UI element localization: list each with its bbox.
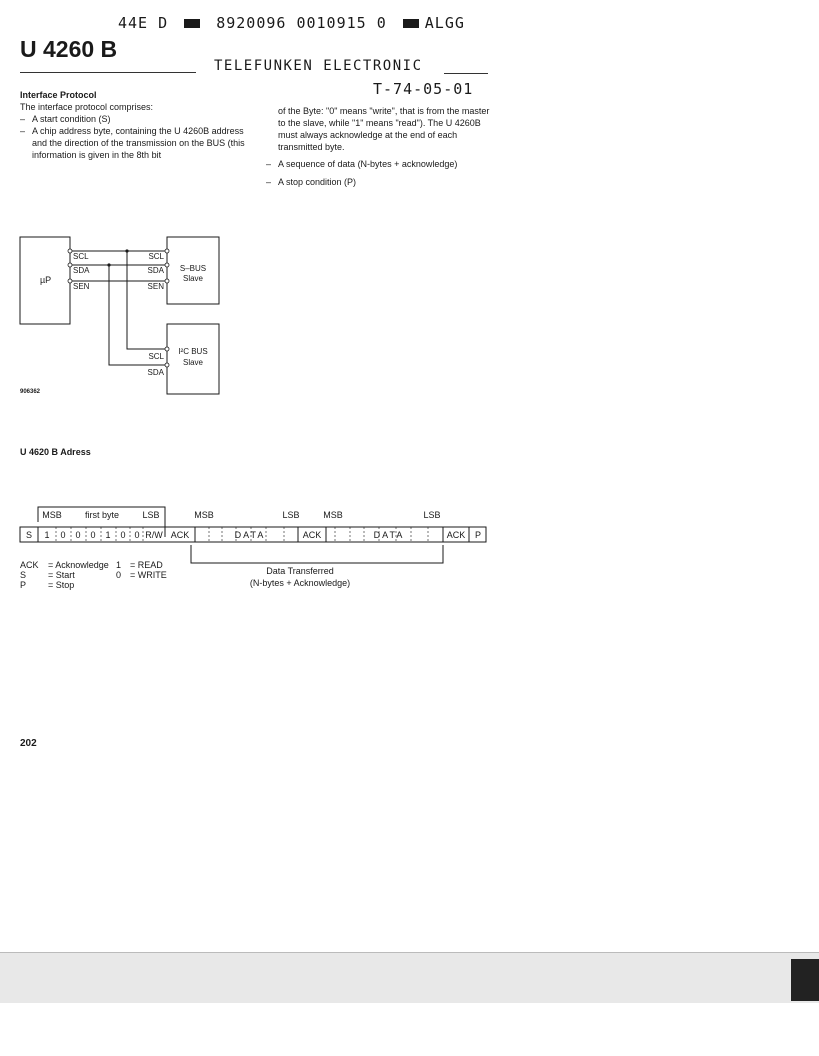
- legend-value: = Stop: [48, 580, 75, 590]
- sbus-slave-label: S–BUS: [179, 264, 207, 273]
- junction-dot: [107, 263, 110, 266]
- legend-row: [20, 580, 167, 590]
- legend-value: = Start: [48, 570, 75, 580]
- text-column-left: [20, 101, 260, 161]
- legend-key: ACK: [20, 560, 39, 570]
- bit-cell: 1: [105, 530, 111, 540]
- page-number: 202: [20, 738, 37, 749]
- legend-key: 1: [116, 560, 122, 570]
- bus-diagram: [0, 225, 250, 400]
- msb-label: MSB: [42, 510, 62, 520]
- legend-row: [20, 560, 167, 570]
- stop-cell: P: [474, 530, 482, 540]
- pin-circle: [165, 249, 169, 253]
- line-label: SDA: [73, 266, 90, 275]
- document-code: T-74-05-01: [373, 80, 474, 98]
- i2c-slave-label: Slave: [182, 358, 204, 367]
- list-item-text: A start condition (S): [32, 114, 111, 124]
- first-byte-label: first byte: [84, 510, 120, 520]
- lsb-label: LSB: [423, 510, 441, 520]
- i2c-slave-label: I²C BUS: [178, 347, 208, 356]
- lsb-label: LSB: [282, 510, 300, 520]
- line-label: SCL: [73, 252, 89, 261]
- scan-dark-edge: [791, 959, 819, 1001]
- pin-circle: [165, 279, 169, 283]
- text-column-right: [266, 105, 492, 188]
- msb-label: MSB: [323, 510, 343, 520]
- page-title: U 4260 B: [20, 36, 118, 62]
- list-item: [20, 113, 260, 125]
- legend-key: P: [20, 580, 27, 590]
- dash: –: [266, 159, 272, 169]
- line-label: SEN: [73, 282, 90, 291]
- legend-key: 0: [116, 570, 122, 580]
- header-code-part3: ALGG: [424, 14, 465, 32]
- header-code-part2: 8920096 0010915 0: [216, 14, 387, 32]
- list-item-text: A sequence of data (N-bytes + acknowledge): [278, 159, 458, 169]
- list-item-text: A chip address byte, containing the U 4260B address and the direction of the transmission on the BUS (this information is given in the 8th bit: [32, 126, 245, 160]
- list-item: [20, 125, 260, 161]
- legend-row: [20, 570, 167, 580]
- ack-cell: ACK: [302, 530, 322, 540]
- data-transfer-label: Data Transferred: [266, 566, 334, 576]
- intro-text: The interface protocol comprises:: [20, 102, 154, 112]
- legend-value: = WRITE: [130, 570, 167, 580]
- figure-code: 906362: [20, 389, 41, 395]
- legend-value: = Acknowledge: [48, 560, 109, 570]
- legend-key: S: [20, 570, 27, 580]
- ack-cell: ACK: [170, 530, 190, 540]
- bit-cell: 0: [60, 530, 66, 540]
- data-cell: DATA: [373, 530, 405, 540]
- pin-circle: [165, 347, 169, 351]
- pin-circle: [68, 279, 72, 283]
- ack-cell: ACK: [446, 530, 466, 540]
- list-item-text: A stop condition (P): [278, 177, 357, 187]
- pin-circle: [68, 249, 72, 253]
- data-transfer-caption: [220, 565, 380, 589]
- dash: –: [20, 114, 26, 124]
- lsb-label: LSB: [142, 510, 160, 520]
- data-cell: DATA: [234, 530, 266, 540]
- i2c-sda-line: [109, 265, 167, 365]
- pin-circle: [165, 363, 169, 367]
- address-heading: U 4620 B Adress: [20, 447, 91, 457]
- pin-circle: [165, 263, 169, 267]
- company-name: TELEFUNKEN ELECTRONIC: [214, 58, 423, 74]
- data-transfer-sublabel: (N-bytes + Acknowledge): [249, 578, 351, 588]
- bit-cell: 0: [90, 530, 96, 540]
- line-label: SDA: [147, 368, 164, 377]
- title-rule: [20, 72, 196, 73]
- legend: [20, 560, 167, 590]
- msb-label: MSB: [194, 510, 214, 520]
- black-block-icon: [184, 19, 200, 28]
- master-label: µP: [40, 275, 52, 285]
- data-transfer-bracket: [191, 545, 443, 563]
- list-item-continued: of the Byte: "0" means "write", that is from the master to the slave, while "1" means "read"). The U 4260B must always acknowledge at the end of each transmitted byte.: [278, 106, 490, 152]
- header-code: [118, 14, 465, 32]
- bit-cell: 0: [120, 530, 126, 540]
- line-label: SDA: [147, 266, 164, 275]
- bit-cell: R/W: [145, 530, 163, 540]
- bit-cell: 0: [75, 530, 81, 540]
- line-label: SEN: [147, 282, 164, 291]
- black-block-icon: [403, 19, 419, 28]
- legend-value: = READ: [130, 560, 163, 570]
- junction-dot: [125, 249, 128, 252]
- bit-cell: 0: [134, 530, 140, 540]
- dash: –: [266, 177, 272, 187]
- scan-noise-band: [0, 952, 819, 1003]
- sbus-slave-label: Slave: [182, 274, 204, 283]
- bit-cell: 1: [44, 530, 50, 540]
- list-item: [266, 158, 492, 170]
- section-heading: Interface Protocol: [20, 90, 97, 100]
- list-item: [266, 176, 492, 188]
- bit-cell: S: [25, 530, 33, 540]
- dash: –: [20, 126, 26, 136]
- company-rule: [444, 73, 488, 74]
- header-code-part1: 44E D: [118, 14, 169, 32]
- pin-circle: [68, 263, 72, 267]
- line-label: SCL: [148, 352, 164, 361]
- line-label: SCL: [148, 252, 164, 261]
